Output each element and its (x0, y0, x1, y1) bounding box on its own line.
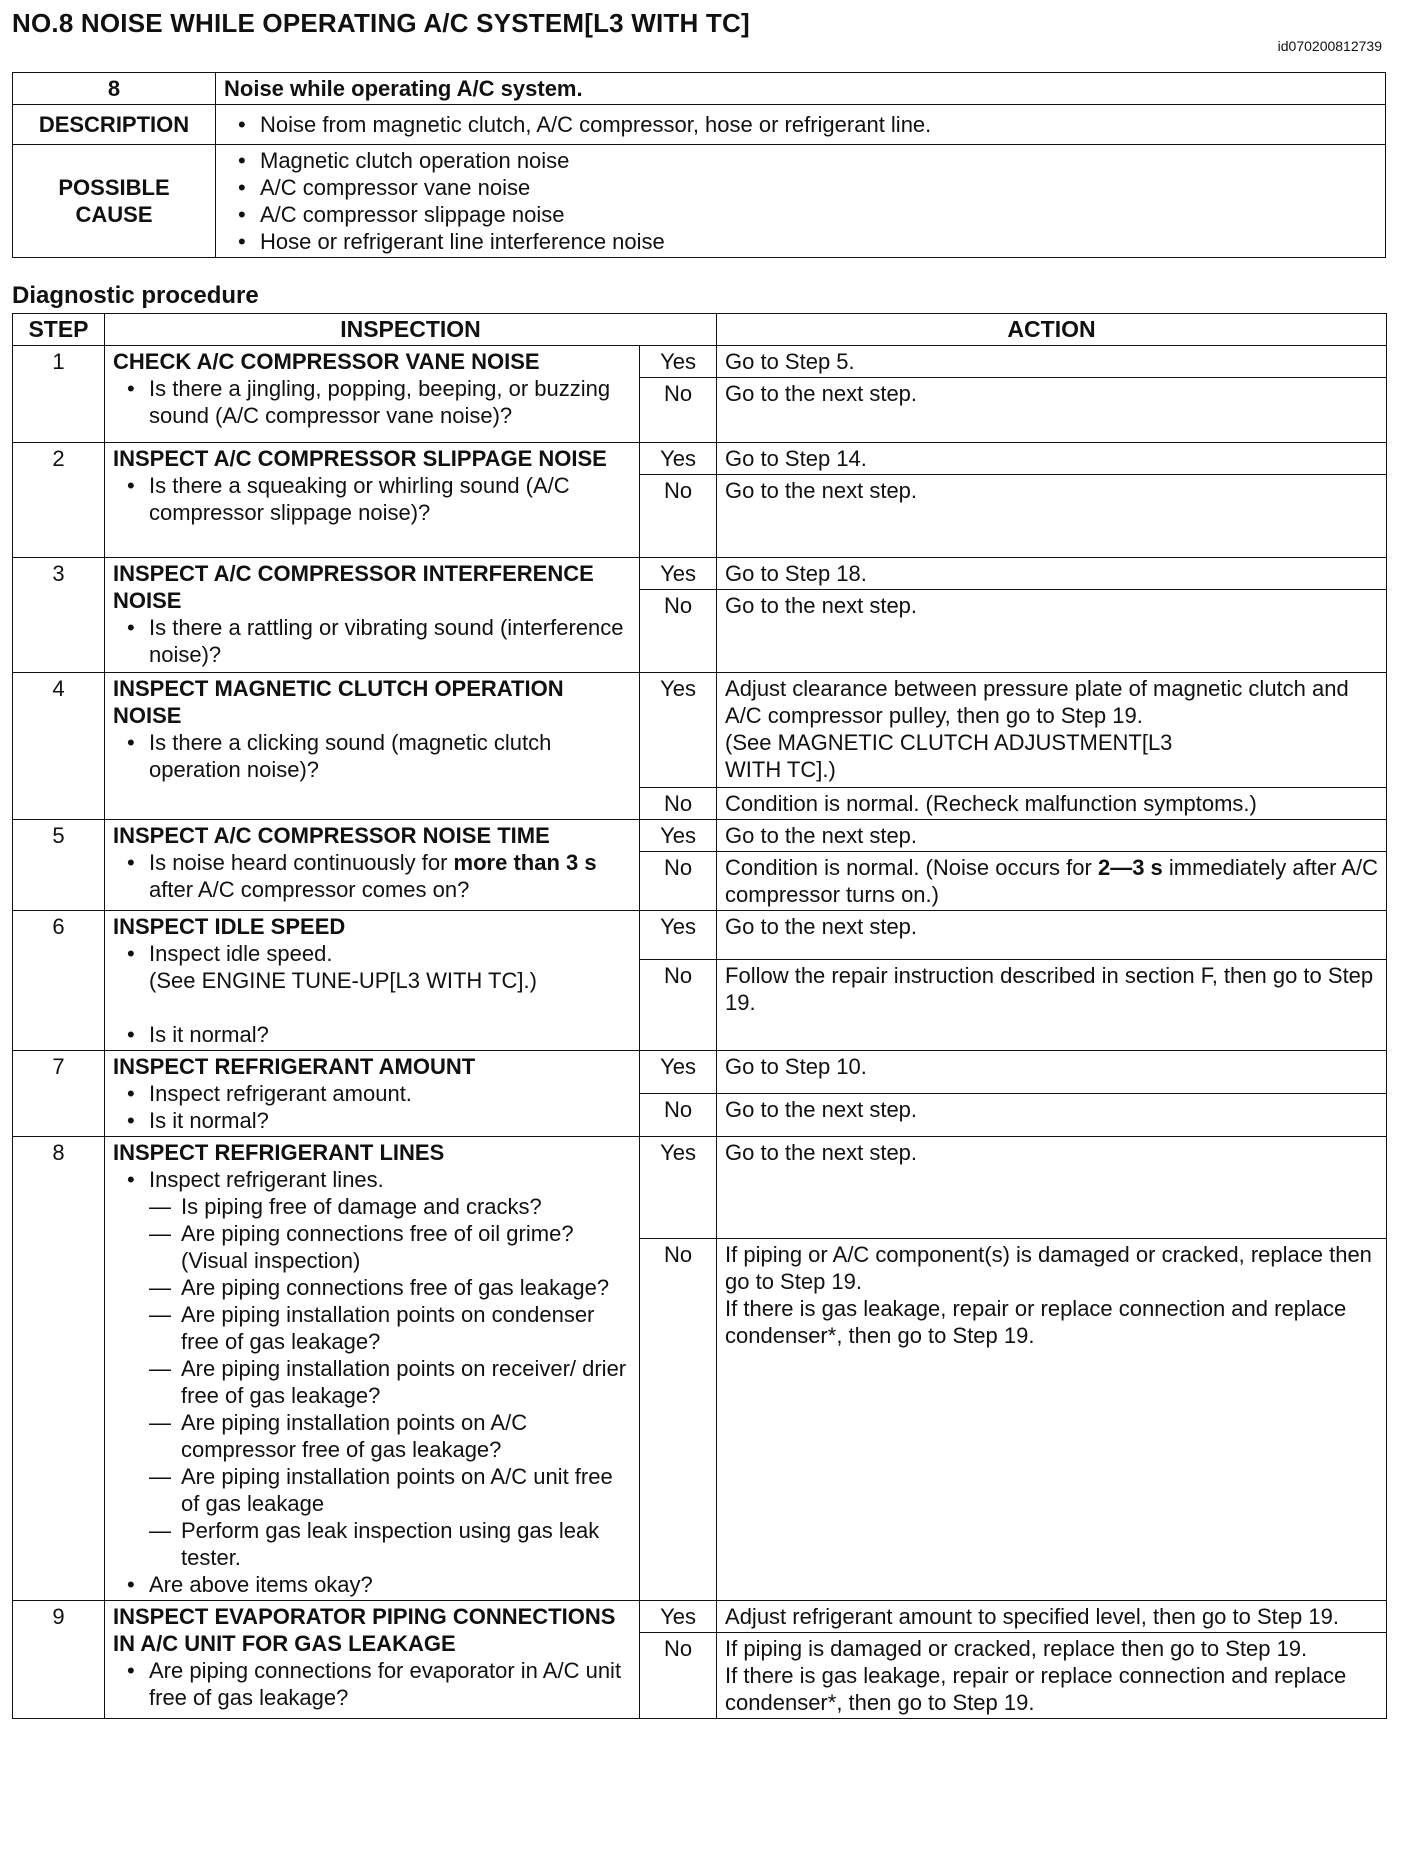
bullet-text: after A/C compressor comes on? (149, 877, 470, 902)
table-row (13, 820, 1387, 852)
action-emphasis: 2—3 s (1097, 855, 1163, 880)
no-label: No (640, 378, 717, 443)
no-action: Follow the repair instruction described in section F, then go to Step 19. (717, 960, 1387, 1051)
inspection-bullet: • Is there a squeaking or whirling sound (A/C compressor slippage noise)? (149, 472, 631, 526)
no-action-text: If piping or A/C component(s) is damaged or cracked, replace then go to Step 19. (725, 1242, 1372, 1295)
no-label: No (640, 788, 717, 820)
header-step: STEP (13, 314, 105, 346)
table-row (13, 443, 1387, 475)
yes-action: Adjust refrigerant amount to specified level, then go to Step 19. (717, 1601, 1387, 1633)
step-title: INSPECT EVAPORATOR PIPING CONNECTIONS IN A/C UNIT FOR GAS LEAKAGE (113, 1604, 616, 1656)
table-row (13, 673, 1387, 788)
inspection-bullet (149, 1166, 631, 1571)
cause-item: • Hose or refrigerant line interference noise (260, 228, 1377, 255)
step-title: INSPECT REFRIGERANT LINES (113, 1140, 445, 1165)
no-label: No (640, 1633, 717, 1719)
no-label: No (640, 960, 717, 1051)
table-header-row (13, 314, 1387, 346)
header-inspection: INSPECTION (105, 314, 717, 346)
step-inspection (105, 346, 640, 443)
sub-item: — Are piping installation points on condenser free of gas leakage? (181, 1301, 631, 1355)
bullet-emphasis: more than 3 s (453, 850, 597, 875)
yes-label: Yes (640, 346, 717, 378)
yes-label: Yes (640, 1137, 717, 1239)
section-title: Diagnostic procedure (12, 282, 259, 309)
yes-label: Yes (640, 558, 717, 590)
inspection-bullet (149, 849, 631, 903)
summary-row-symptom (13, 73, 1386, 105)
yes-action: Go to the next step. (717, 911, 1387, 960)
yes-label: Yes (640, 911, 717, 960)
yes-label: Yes (640, 443, 717, 475)
inspection-bullet: • Are piping connections for evaporator in A/C unit free of gas leakage? (149, 1657, 631, 1711)
step-title: INSPECT A/C COMPRESSOR INTERFERENCE NOISE (113, 561, 594, 613)
description-text: • Noise from magnetic clutch, A/C compressor, hose or refrigerant line. (260, 111, 1377, 138)
step-number: 8 (13, 1137, 105, 1601)
no-action: Go to the next step. (717, 590, 1387, 673)
description-label: DESCRIPTION (13, 105, 216, 145)
table-row (13, 346, 1387, 378)
document-id: id070200812739 (1277, 38, 1382, 54)
possible-cause-label-line1: POSSIBLE (58, 175, 170, 200)
step-number: 6 (13, 911, 105, 1051)
step-number: 3 (13, 558, 105, 673)
step-number: 5 (13, 820, 105, 911)
yes-action: Go to Step 10. (717, 1051, 1387, 1094)
no-action: Go to the next step. (717, 475, 1387, 558)
yes-action: Go to Step 14. (717, 443, 1387, 475)
step-number: 9 (13, 1601, 105, 1719)
table-row (13, 1601, 1387, 1633)
bullet-reference: (See ENGINE TUNE-UP[L3 WITH TC].) (149, 968, 537, 993)
no-action: Condition is normal. (Recheck malfunction symptoms.) (717, 788, 1387, 820)
bullet-text: • Inspect refrigerant lines. (149, 1167, 384, 1192)
inspection-bullet (149, 940, 631, 1021)
bullet-text: • Inspect idle speed. (149, 941, 333, 966)
yes-label: Yes (640, 820, 717, 852)
inspection-bullet: • Is there a jingling, popping, beeping, or buzzing sound (A/C compressor vane noise)? (149, 375, 631, 429)
symptom-number: 8 (13, 73, 216, 105)
step-title: INSPECT IDLE SPEED (113, 914, 346, 939)
inspection-bullet: • Is it normal? (149, 1021, 631, 1048)
step-number: 1 (13, 346, 105, 443)
cause-item: • A/C compressor vane noise (260, 174, 1377, 201)
yes-action-reference: (See MAGNETIC CLUTCH ADJUSTMENT[L3 WITH TC].) (725, 730, 1173, 782)
step-number: 7 (13, 1051, 105, 1137)
summary-row-possible-cause (13, 145, 1386, 258)
inspection-bullet: • Inspect refrigerant amount. (149, 1080, 631, 1107)
page-title: NO.8 NOISE WHILE OPERATING A/C SYSTEM[L3 WITH TC] (12, 8, 750, 38)
step-title: INSPECT A/C COMPRESSOR NOISE TIME (113, 823, 550, 848)
yes-action-text: Adjust clearance between pressure plate of magnetic clutch and A/C compressor pulley, then go to Step 19. (725, 676, 1349, 728)
step-inspection (105, 820, 640, 911)
step-title: INSPECT REFRIGERANT AMOUNT (113, 1054, 476, 1079)
symptom-summary-table (12, 72, 1386, 258)
step-inspection (105, 443, 640, 558)
no-action-text: If there is gas leakage, repair or replace connection and replace condenser*, then go to Step 19. (725, 1663, 1347, 1715)
summary-row-description (13, 105, 1386, 145)
sub-item: — Are piping installation points on receiver/ drier free of gas leakage? (181, 1355, 631, 1409)
step-inspection (105, 1051, 640, 1137)
sub-item: — Is piping free of damage and cracks? (181, 1193, 631, 1220)
step-number: 2 (13, 443, 105, 558)
bullet-text: Is noise heard continuously for (149, 850, 448, 875)
possible-cause-label-line2: CAUSE (75, 202, 153, 227)
step-title: CHECK A/C COMPRESSOR VANE NOISE (113, 349, 540, 374)
step-inspection (105, 911, 640, 1051)
table-row (13, 911, 1387, 960)
yes-action (717, 673, 1387, 788)
step-inspection (105, 1137, 640, 1601)
step-title: INSPECT A/C COMPRESSOR SLIPPAGE NOISE (113, 446, 607, 471)
inspection-bullet: • Is there a rattling or vibrating sound (interference noise)? (149, 614, 631, 668)
no-label: No (640, 852, 717, 911)
action-text: Condition is normal. (Noise occurs for (725, 855, 1092, 880)
no-label: No (640, 475, 717, 558)
description-cell (216, 105, 1386, 145)
possible-cause-label (13, 145, 216, 258)
no-label: No (640, 1094, 717, 1137)
no-label: No (640, 1239, 717, 1601)
no-label: No (640, 590, 717, 673)
step-title: INSPECT MAGNETIC CLUTCH OPERATION NOISE (113, 676, 564, 728)
spacer (149, 994, 631, 1021)
yes-action: Go to Step 5. (717, 346, 1387, 378)
yes-action: Go to the next step. (717, 1137, 1387, 1239)
no-action (717, 1239, 1387, 1601)
step-number: 4 (13, 673, 105, 820)
no-action-text: If piping is damaged or cracked, replace then go to Step 19. (725, 1636, 1308, 1661)
sub-item: — Perform gas leak inspection using gas leak tester. (181, 1517, 631, 1571)
symptom-title: Noise while operating A/C system. (216, 73, 1386, 105)
yes-label: Yes (640, 673, 717, 788)
table-row (13, 558, 1387, 590)
inspection-bullet: • Is there a clicking sound (magnetic clutch operation noise)? (149, 729, 631, 783)
yes-action: Go to Step 18. (717, 558, 1387, 590)
sub-item: — Are piping installation points on A/C unit free of gas leakage (181, 1463, 631, 1517)
diagnostic-procedure-table (12, 313, 1387, 1719)
yes-action: Go to the next step. (717, 820, 1387, 852)
no-action (717, 1633, 1387, 1719)
cause-item: • A/C compressor slippage noise (260, 201, 1377, 228)
step-inspection (105, 673, 640, 820)
table-row (13, 1051, 1387, 1094)
action-text: immediately after A/C compressor turns on.) (725, 855, 1378, 907)
no-action (717, 852, 1387, 911)
possible-cause-list (216, 145, 1386, 258)
sub-item: — Are piping installation points on A/C compressor free of gas leakage? (181, 1409, 631, 1463)
no-action-text: If there is gas leakage, repair or replace connection and replace condenser*, then go to Step 19. (725, 1296, 1347, 1349)
cause-item: • Magnetic clutch operation noise (260, 147, 1377, 174)
no-action: Go to the next step. (717, 378, 1387, 443)
inspection-bullet: • Is it normal? (149, 1107, 631, 1134)
sub-item: — Are piping connections free of oil grime? (Visual inspection) (181, 1220, 631, 1274)
header-action: ACTION (717, 314, 1387, 346)
sub-item: — Are piping connections free of gas leakage? (181, 1274, 631, 1301)
inspection-bullet: • Are above items okay? (149, 1571, 631, 1598)
step-inspection (105, 558, 640, 673)
yes-label: Yes (640, 1601, 717, 1633)
step-inspection (105, 1601, 640, 1719)
table-row (13, 1137, 1387, 1239)
no-action: Go to the next step. (717, 1094, 1387, 1137)
yes-label: Yes (640, 1051, 717, 1094)
